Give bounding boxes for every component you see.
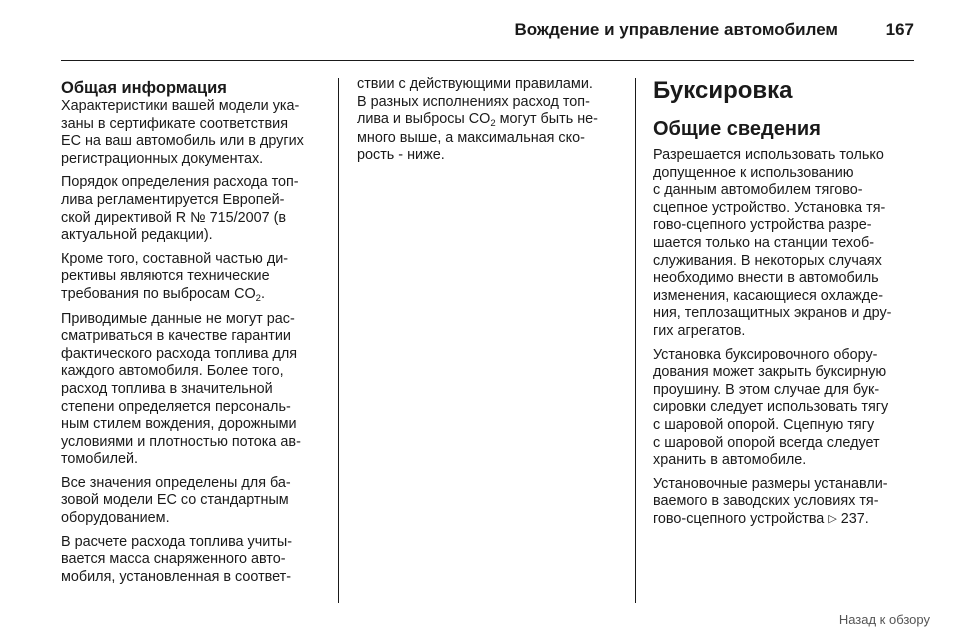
text-line: фактического расхода топлива для — [61, 345, 298, 362]
text-line: Установочные размеры устанавли- — [653, 475, 888, 492]
text-line: актуальной редакции). — [61, 227, 213, 244]
text-line: мобиля, установленная в соответ- — [61, 568, 292, 585]
text-line: с данным автомобилем тягово- — [653, 182, 863, 199]
text-line: вается масса снаряженного авто- — [61, 551, 286, 568]
column-1 — [61, 76, 331, 592]
text-line — [61, 286, 331, 305]
page-reference-icon: ▷ — [828, 512, 837, 525]
text-line: рективы являются технические — [61, 268, 270, 285]
text-line: гово-сцепного устройства разре- — [653, 217, 872, 234]
text-line: каждого автомобиля. Более того, — [61, 363, 284, 380]
text-line: ния, теплозащитных экранов и дру- — [653, 305, 892, 322]
text-line: рость - ниже. — [357, 147, 445, 164]
text-line: много выше, а максимальная ско- — [357, 129, 585, 146]
text-line: служивания. В некоторых случаях — [653, 252, 882, 269]
text-line: необходимо внести в автомобиль — [653, 270, 879, 287]
text-line: ным стилем вождения, дорожными — [61, 416, 297, 433]
paragraph-2 — [61, 174, 331, 244]
paragraph-6 — [61, 534, 331, 587]
text-line: условиями и плотностью потока ав- — [61, 433, 301, 450]
text-line: сматриваться в качестве гарантии — [61, 328, 291, 345]
text-line: с шаровой опорой. Сцепную тягу — [653, 416, 875, 433]
column-3 — [653, 76, 923, 534]
text-line: сцепное устройство. Установка тя- — [653, 199, 886, 216]
text-line: В разных исполнениях расход топ- — [357, 93, 590, 110]
text-line: Порядок определения расхода топ- — [61, 174, 299, 191]
text-line: гих агрегатов. — [653, 322, 746, 339]
paragraph-5 — [61, 475, 331, 528]
paragraph-continued — [357, 76, 627, 165]
text-line — [357, 111, 627, 130]
text-fragment: требования по выбросам CO — [61, 285, 256, 302]
chapter-title-towing: Буксировка — [653, 77, 793, 104]
text-line: сировки следует использовать тягу — [653, 399, 889, 416]
text-line: Все значения определены для ба- — [61, 474, 291, 491]
header-rule — [61, 60, 914, 61]
text-line: Приводимые данные не могут рас- — [61, 310, 295, 327]
text-line: шается только на станции техоб- — [653, 234, 874, 251]
text-line: лива регламентируется Европей- — [61, 191, 285, 208]
text-line: оборудованием. — [61, 510, 170, 527]
page-reference-number: 237. — [840, 510, 869, 527]
section-heading-general: Общие сведения — [653, 118, 821, 140]
text-line: заны в сертификате соответствия — [61, 115, 288, 132]
column-divider-1 — [338, 78, 339, 603]
text-line: зовой модели ЕС со стандартным — [61, 492, 289, 509]
text-line: изменения, касающиеся охлажде- — [653, 287, 883, 304]
text-line: Установка буксировочного обору- — [653, 346, 878, 363]
subscript: 2 — [490, 118, 496, 130]
paragraph-1 — [653, 147, 923, 341]
text-line: томобилей. — [61, 451, 139, 468]
text-fragment: гово-сцепного устройства — [653, 510, 825, 527]
text-line: дования может закрыть буксирную — [653, 364, 887, 381]
text-fragment: лива и выбросы CO — [357, 111, 491, 128]
text-line: допущенное к использованию — [653, 164, 854, 181]
text-line: хранить в автомобиле. — [653, 452, 807, 469]
column-2 — [357, 76, 627, 171]
text-line: ской директивой R № 715/2007 (в — [61, 209, 287, 226]
text-line — [653, 511, 923, 529]
text-line: Кроме того, составной частью ди- — [61, 250, 289, 267]
text-fragment: могут быть не- — [495, 111, 598, 128]
text-line: с шаровой опорой всегда следует — [653, 434, 880, 451]
paragraph-3 — [653, 476, 923, 529]
text-line: степени определяется персональ- — [61, 398, 291, 415]
page-reference-link[interactable] — [828, 511, 868, 527]
page-number: 167 — [885, 20, 914, 39]
paragraph-4 — [61, 311, 331, 469]
subscript: 2 — [255, 292, 261, 304]
paragraph-1 — [61, 98, 331, 168]
text-line: ствии с действующими правилами. — [357, 76, 593, 92]
text-line: В расчете расхода топлива учиты- — [61, 533, 293, 550]
text-line: регистрационных документах. — [61, 150, 264, 167]
paragraph-2 — [653, 347, 923, 470]
header-title: Вождение и управление автомобилем — [514, 20, 838, 39]
paragraph-3 — [61, 251, 331, 305]
section-heading-general-info: Общая информация — [61, 79, 227, 97]
back-to-overview-link[interactable]: Назад к обзору — [838, 612, 930, 627]
text-fragment: . — [260, 285, 265, 302]
text-line: расход топлива в значительной — [61, 380, 273, 397]
text-line: Разрешается использовать только — [653, 147, 884, 163]
text-line: ваемого в заводских условиях тя- — [653, 493, 879, 510]
text-line: ЕС на ваш автомобиль или в других — [61, 133, 304, 150]
text-line: Характеристики вашей модели ука- — [61, 98, 300, 114]
text-line: проушину. В этом случае для бук- — [653, 381, 880, 398]
column-divider-2 — [635, 78, 636, 603]
